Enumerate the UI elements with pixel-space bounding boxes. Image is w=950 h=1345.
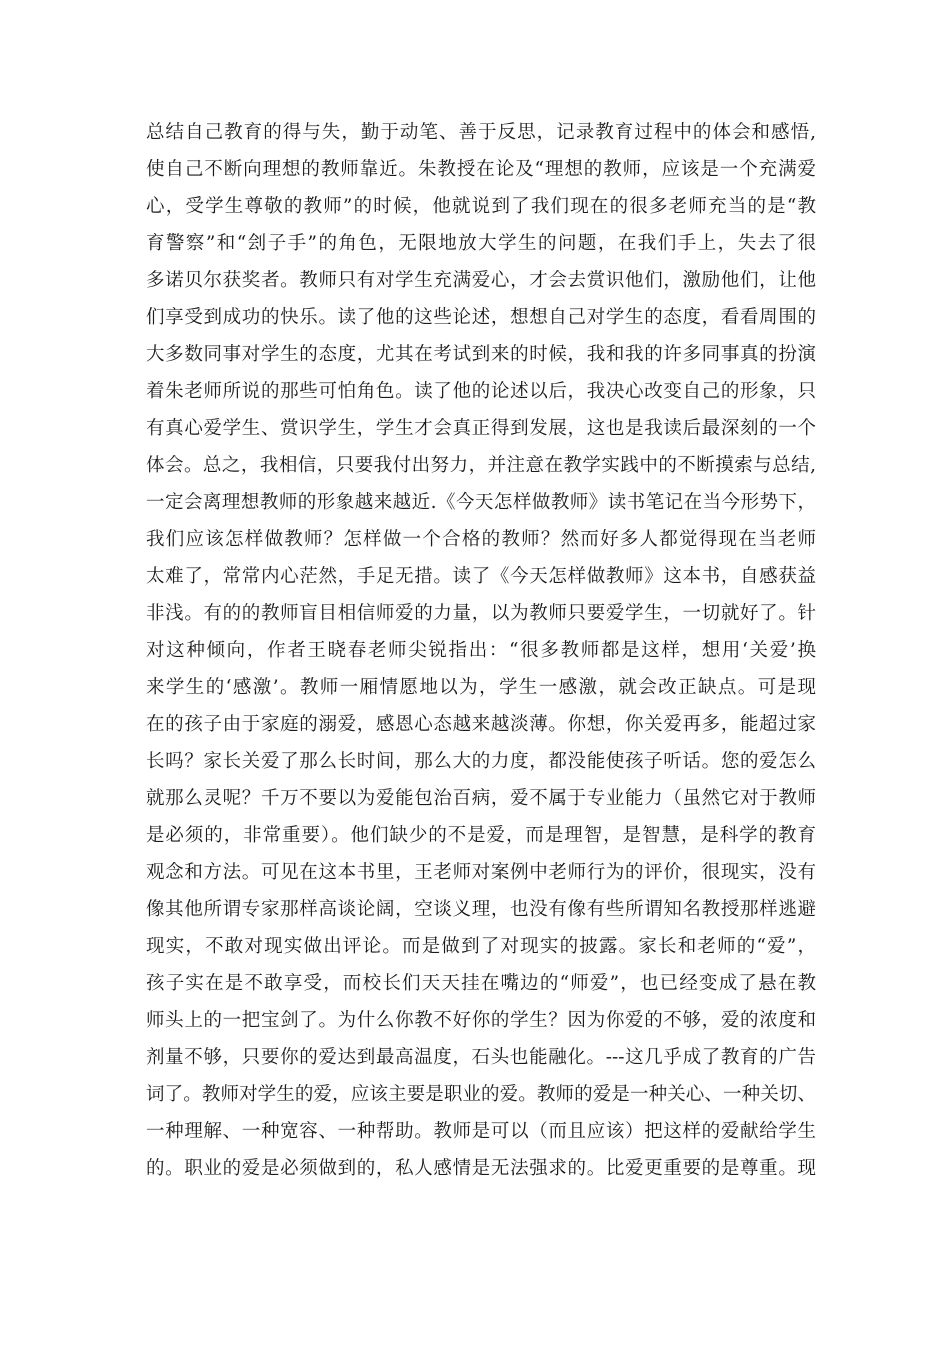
text-line: 我们应该怎样做教师？怎样做一个合格的教师？然而好多人都觉得现在当老师 <box>146 529 816 550</box>
text-line: 就那么灵呢？千万不要以为爱能包治百病，爱不属于专业能力（虽然它对于教师 <box>146 788 816 809</box>
text-line: 有真心爱学生、赏识学生，学生才会真正得到发展，这也是我读后最深刻的一个 <box>146 418 816 439</box>
text-line: 现实，不敢对现实做出评论。而是做到了对现实的披露。家长和老师的“爱”， <box>146 936 816 957</box>
text-line: 使自己不断向理想的教师靠近。朱教授在论及“理想的教师，应该是一个充满爱 <box>146 159 816 180</box>
text-line: 育警察”和“刽子手”的角色，无限地放大学生的问题，在我们手上，失去了很 <box>146 233 816 254</box>
text-line: 在的孩子由于家庭的溺爱，感恩心态越来越淡薄。你想，你关爱再多，能超过家 <box>146 714 816 735</box>
text-line: 一定会离理想教师的形象越来越近.《今天怎样做教师》读书笔记在当今形势下， <box>146 492 816 513</box>
text-line: 剂量不够，只要你的爱达到最高温度，石头也能融化。---这几乎成了教育的广告 <box>146 1047 816 1068</box>
text-line: 的。职业的爱是必须做到的，私人感情是无法强求的。比爱更重要的是尊重。现 <box>146 1158 816 1179</box>
body-text <box>146 114 816 1187</box>
text-line: 观念和方法。可见在这本书里，王老师对案例中老师行为的评价，很现实，没有 <box>146 862 816 883</box>
text-line: 着朱老师所说的那些可怕角色。读了他的论述以后，我决心改变自己的形象，只 <box>146 381 816 402</box>
text-line: 非浅。有的的教师盲目相信师爱的力量，以为教师只要爱学生，一切就好了。针 <box>146 603 816 624</box>
text-line: 们享受到成功的快乐。读了他的这些论述，想想自己对学生的态度，看看周围的 <box>146 307 816 328</box>
text-line: 一种理解、一种宽容、一种帮助。教师是可以（而且应该）把这样的爱献给学生 <box>146 1121 816 1142</box>
text-line: 来学生的‘感激’。教师一厢情愿地以为，学生一感激，就会改正缺点。可是现 <box>146 677 816 698</box>
text-line: 太难了，常常内心茫然，手足无措。读了《今天怎样做教师》这本书，自感获益 <box>146 566 816 587</box>
text-line: 心，受学生尊敬的教师”的时候，他就说到了我们现在的很多老师充当的是“教 <box>146 196 816 217</box>
text-line: 大多数同事对学生的态度，尤其在考试到来的时候，我和我的许多同事真的扮演 <box>146 344 816 365</box>
text-line: 像其他所谓专家那样高谈论阔，空谈义理，也没有像有些所谓知名教授那样逃避 <box>146 899 816 920</box>
text-line: 孩子实在是不敢享受，而校长们天天挂在嘴边的“师爱”，也已经变成了悬在教 <box>146 973 816 994</box>
text-line: 长吗？家长关爱了那么长时间，那么大的力度，都没能使孩子听话。您的爱怎么 <box>146 751 816 772</box>
text-line: 师头上的一把宝剑了。为什么你教不好你的学生？因为你爱的不够，爱的浓度和 <box>146 1010 816 1031</box>
text-line: 多诺贝尔获奖者。教师只有对学生充满爱心，才会去赏识他们，激励他们，让他 <box>146 270 816 291</box>
text-line: 是必须的，非常重要）。他们缺少的不是爱，而是理智，是智慧，是科学的教育 <box>146 825 816 846</box>
text-line: 总结自己教育的得与失，勤于动笔、善于反思，记录教育过程中的体会和感悟, <box>146 122 816 143</box>
text-line: 对这种倾向，作者王晓春老师尖锐指出：“很多教师都是这样，想用‘关爱’换 <box>146 640 816 661</box>
text-line: 词了。教师对学生的爱，应该主要是职业的爱。教师的爱是一种关心、一种关切、 <box>146 1084 816 1105</box>
text-line: 体会。总之，我相信，只要我付出努力，并注意在教学实践中的不断摸索与总结, <box>146 455 816 476</box>
